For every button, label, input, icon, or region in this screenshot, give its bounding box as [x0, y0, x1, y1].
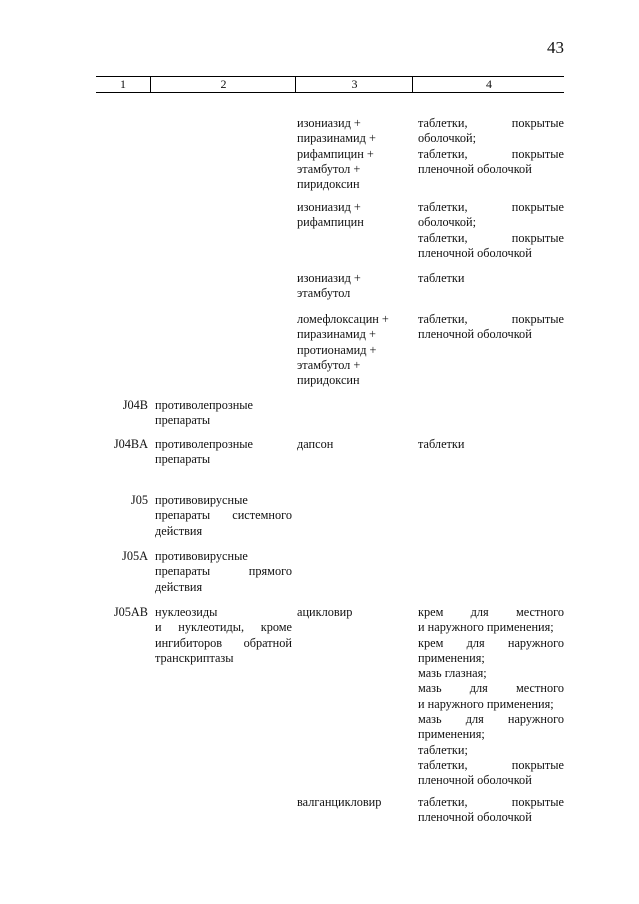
- row-10-dosage-form: [418, 795, 564, 826]
- cell-line: противолепрозные: [155, 398, 254, 412]
- cell-line: таблетки, покрытые: [418, 200, 564, 214]
- cell-line: противовирусные: [155, 493, 248, 507]
- header-col-4: 4: [412, 77, 565, 92]
- row-9-code: J05AB: [113, 605, 148, 619]
- cell-line: пленочной оболочкой: [418, 161, 532, 176]
- row-5-group-name: [155, 398, 292, 429]
- cell-line: мазь глазная;: [418, 666, 487, 681]
- cell-line: ломефлоксацин +: [297, 312, 389, 326]
- row-2-dosage-form: [418, 200, 564, 261]
- row-7-code: J05: [130, 493, 148, 507]
- cell-line: изониазид +: [297, 200, 361, 214]
- cell-line: пленочной оболочкой: [418, 327, 532, 342]
- row-7-group-name: [155, 493, 292, 539]
- row-6-drug-name: [297, 437, 409, 452]
- cell-line: пленочной оболочкой: [418, 245, 532, 260]
- cell-line: изониазид +: [297, 271, 361, 285]
- header-col-2: 2: [150, 77, 296, 92]
- cell-line: пленочной оболочкой: [418, 810, 532, 825]
- cell-line: изониазид +: [297, 116, 361, 130]
- row-3-drug-name: [297, 271, 409, 302]
- cell-line: противолепрозные: [155, 437, 254, 451]
- cell-line: оболочкой;: [418, 131, 477, 146]
- cell-line: таблетки, покрытые: [418, 312, 564, 326]
- cell-line: дапсон: [297, 437, 334, 451]
- cell-line: пиридоксин: [297, 177, 360, 192]
- row-2-drug-name: [297, 200, 409, 231]
- cell-line: пиразинамид +: [297, 327, 376, 342]
- cell-line: таблетки: [418, 271, 465, 285]
- cell-line: этамбутол: [297, 286, 351, 301]
- cell-line: и наружного применения;: [418, 696, 554, 711]
- cell-line: препараты прямого: [155, 564, 292, 579]
- cell-line: протионамид +: [297, 342, 377, 357]
- row-3-dosage-form: [418, 271, 564, 286]
- row-6-code: J04BA: [113, 437, 148, 451]
- row-8-code: J05A: [122, 549, 148, 563]
- cell-line: мазь для наружного: [418, 712, 564, 727]
- cell-line: оболочкой;: [418, 215, 477, 230]
- cell-line: пиридоксин: [297, 373, 360, 388]
- cell-line: применения;: [418, 650, 485, 665]
- cell-line: валганцикловир: [297, 795, 382, 809]
- cell-line: крем для наружного: [418, 635, 564, 650]
- row-5-code: J04B: [122, 398, 148, 412]
- header-col-1: 1: [120, 77, 126, 91]
- cell-line: рифампицин +: [297, 146, 374, 161]
- cell-line: пленочной оболочкой: [418, 773, 532, 788]
- cell-line: транскриптазы: [155, 650, 234, 665]
- row-8-group-name: [155, 549, 292, 595]
- cell-line: этамбутол +: [297, 161, 361, 176]
- cell-line: таблетки, покрытые: [418, 146, 564, 161]
- table-header: [96, 76, 564, 93]
- cell-line: таблетки, покрытые: [418, 795, 564, 809]
- row-1-drug-name: [297, 116, 409, 192]
- cell-line: мазь для местного: [418, 681, 564, 696]
- row-9-group-name: [155, 605, 292, 666]
- cell-line: рифампицин: [297, 215, 364, 230]
- cell-line: препараты: [155, 413, 211, 428]
- page-number: 43: [547, 38, 564, 57]
- row-6-group-name: [155, 437, 292, 468]
- cell-line: препараты: [155, 452, 211, 467]
- cell-line: таблетки;: [418, 742, 468, 757]
- cell-line: крем для местного: [418, 605, 564, 619]
- cell-line: применения;: [418, 727, 485, 742]
- cell-line: таблетки, покрытые: [418, 757, 564, 772]
- cell-line: таблетки, покрытые: [418, 230, 564, 245]
- cell-line: пиразинамид +: [297, 131, 376, 146]
- cell-line: ацикловир: [297, 605, 353, 619]
- cell-line: таблетки: [418, 437, 465, 451]
- row-4-drug-name: [297, 312, 409, 388]
- cell-line: этамбутол +: [297, 357, 361, 372]
- row-9-drug-name: [297, 605, 409, 620]
- row-4-dosage-form: [418, 312, 564, 343]
- row-6-dosage-form: [418, 437, 564, 452]
- cell-line: ингибиторов обратной: [155, 635, 292, 650]
- row-1-dosage-form: [418, 116, 564, 177]
- cell-line: таблетки, покрытые: [418, 116, 564, 130]
- cell-line: действия: [155, 579, 203, 594]
- row-10-drug-name: [297, 795, 409, 810]
- row-9-dosage-form: [418, 605, 564, 789]
- cell-line: противовирусные: [155, 549, 248, 563]
- cell-line: и наружного применения;: [418, 620, 554, 635]
- cell-line: действия: [155, 523, 203, 538]
- cell-line: препараты системного: [155, 508, 292, 523]
- cell-line: нуклеозиды: [155, 605, 218, 619]
- cell-line: и нуклеотиды, кроме: [155, 620, 292, 635]
- header-col-3: 3: [295, 77, 413, 92]
